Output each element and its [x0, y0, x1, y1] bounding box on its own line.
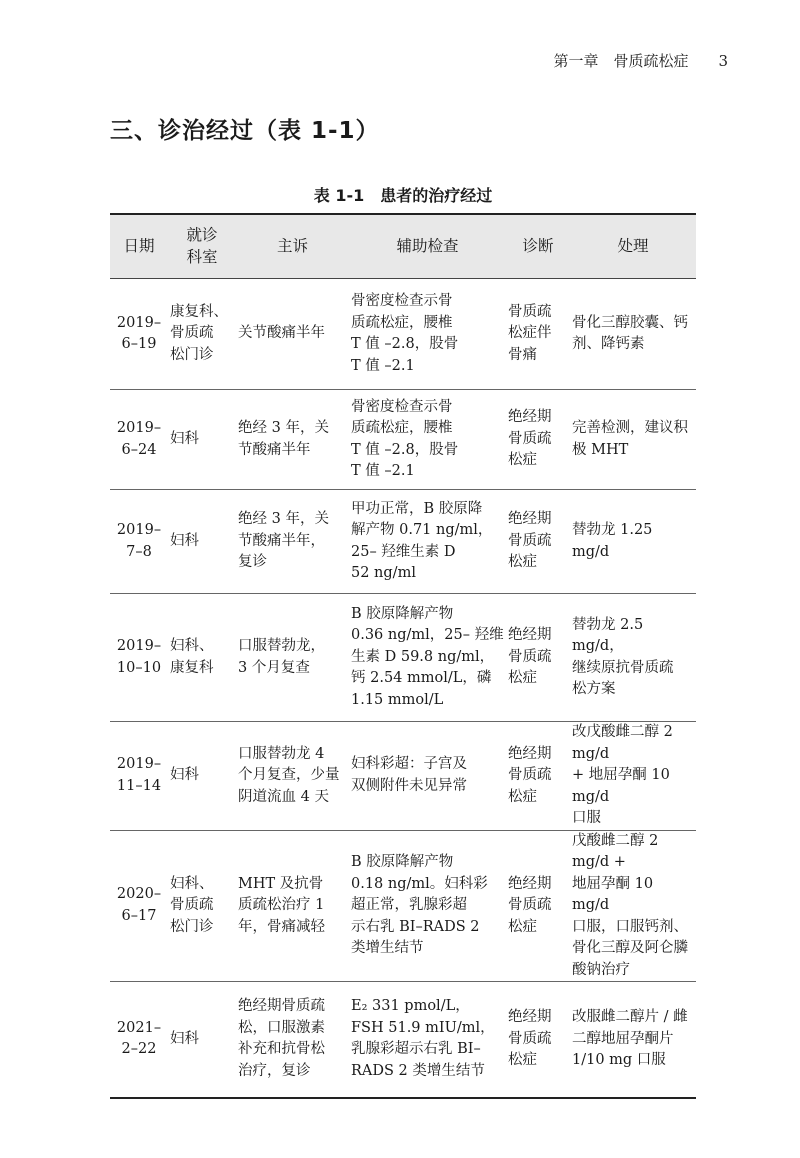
header-complaint: 主诉 [236, 214, 349, 279]
cell-dept: 妇科 [168, 390, 236, 490]
cell-tests: 甲功正常，B 胶原降 解产物 0.71 ng/ml， 25– 羟维生素 D 52 ng/ml [349, 490, 506, 594]
table-row [110, 490, 696, 594]
cell-complaint: 关节酸痛半年 [236, 279, 349, 390]
cell-diagnosis: 绝经期 骨质疏 松症 [506, 982, 570, 1098]
table-caption: 表 1-1 患者的治疗经过 [313, 186, 493, 205]
header-diagnosis: 诊断 [506, 214, 570, 279]
cell-complaint: 口服替勃龙 4 个月复查，少量 阴道流血 4 天 [236, 722, 349, 831]
header-dept: 就诊 科室 [168, 214, 236, 279]
table-row [110, 982, 696, 1098]
cell-treatment: 骨化三醇胶囊、钙 剂、降钙素 [570, 279, 696, 390]
cell-treatment: 替勃龙 2.5 mg/d， 继续原抗骨质疏 松方案 [570, 594, 696, 722]
cell-treatment: 替勃龙 1.25 mg/d [570, 490, 696, 594]
cell-diagnosis: 绝经期 骨质疏 松症 [506, 594, 570, 722]
header-tests: 辅助检查 [349, 214, 506, 279]
cell-tests: B 胶原降解产物 0.36 ng/ml，25– 羟维 生素 D 59.8 ng/ml， 钙 2.54 mmol/L，磷 1.15 mmol/L [349, 594, 506, 722]
cell-dept: 妇科 [168, 982, 236, 1098]
cell-dept: 康复科、 骨质疏 松门诊 [168, 279, 236, 390]
cell-date: 2021– 2–22 [110, 982, 168, 1098]
cell-diagnosis: 绝经期 骨质疏 松症 [506, 390, 570, 490]
cell-diagnosis: 绝经期 骨质疏 松症 [506, 490, 570, 594]
cell-treatment: 戊酸雌二醇 2 mg/d + 地屈孕酮 10 mg/d 口服，口服钙剂、 骨化三醇及阿仑膦 酸钠治疗 [570, 830, 696, 982]
cell-complaint: MHT 及抗骨 质疏松治疗 1 年，骨痛减轻 [236, 830, 349, 982]
cell-diagnosis: 绝经期 骨质疏 松症 [506, 722, 570, 831]
cell-date: 2019– 7–8 [110, 490, 168, 594]
cell-diagnosis: 骨质疏 松症伴 骨痛 [506, 279, 570, 390]
cell-dept: 妇科、 康复科 [168, 594, 236, 722]
cell-tests: E₂ 331 pmol/L， FSH 51.9 mIU/ml， 乳腺彩超示右乳 BI– RADS 2 类增生结节 [349, 982, 506, 1098]
header-treatment: 处理 [570, 214, 696, 279]
table-header-row [110, 214, 696, 279]
treatment-history-table [110, 213, 696, 1099]
cell-treatment: 改戊酸雌二醇 2 mg/d + 地屈孕酮 10 mg/d 口服 [570, 722, 696, 831]
table-row [110, 722, 696, 831]
cell-tests: B 胶原降解产物 0.18 ng/ml。妇科彩 超正常，乳腺彩超 示右乳 BI–RADS 2 类增生结节 [349, 830, 506, 982]
cell-dept: 妇科 [168, 722, 236, 831]
table-row [110, 279, 696, 390]
cell-complaint: 绝经 3 年，关 节酸痛半年 [236, 390, 349, 490]
cell-treatment: 改服雌二醇片 / 雌 二醇地屈孕酮片 1/10 mg 口服 [570, 982, 696, 1098]
cell-date: 2019– 10–10 [110, 594, 168, 722]
cell-tests: 妇科彩超：子宫及 双侧附件未见异常 [349, 722, 506, 831]
cell-dept: 妇科、 骨质疏 松门诊 [168, 830, 236, 982]
table-row [110, 390, 696, 490]
cell-date: 2019– 6–24 [110, 390, 168, 490]
cell-diagnosis: 绝经期 骨质疏 松症 [506, 830, 570, 982]
table-row [110, 594, 696, 722]
cell-complaint: 绝经期骨质疏 松，口服激素 补充和抗骨松 治疗，复诊 [236, 982, 349, 1098]
table-row [110, 830, 696, 982]
chapter-title: 第一章 骨质疏松症 [553, 52, 689, 70]
cell-date: 2019– 11–14 [110, 722, 168, 831]
cell-dept: 妇科 [168, 490, 236, 594]
header-date: 日期 [110, 214, 168, 279]
running-header [553, 50, 728, 71]
cell-date: 2020– 6–17 [110, 830, 168, 982]
cell-tests: 骨密度检查示骨 质疏松症，腰椎 T 值 –2.8，股骨 T 值 –2.1 [349, 390, 506, 490]
cell-treatment: 完善检测，建议积 极 MHT [570, 390, 696, 490]
cell-complaint: 绝经 3 年，关 节酸痛半年， 复诊 [236, 490, 349, 594]
section-title: 三、诊治经过（表 1-1） [110, 118, 380, 144]
cell-complaint: 口服替勃龙， 3 个月复查 [236, 594, 349, 722]
cell-tests: 骨密度检查示骨 质疏松症，腰椎 T 值 –2.8，股骨 T 值 –2.1 [349, 279, 506, 390]
page-number: 3 [718, 52, 728, 70]
cell-date: 2019– 6–19 [110, 279, 168, 390]
